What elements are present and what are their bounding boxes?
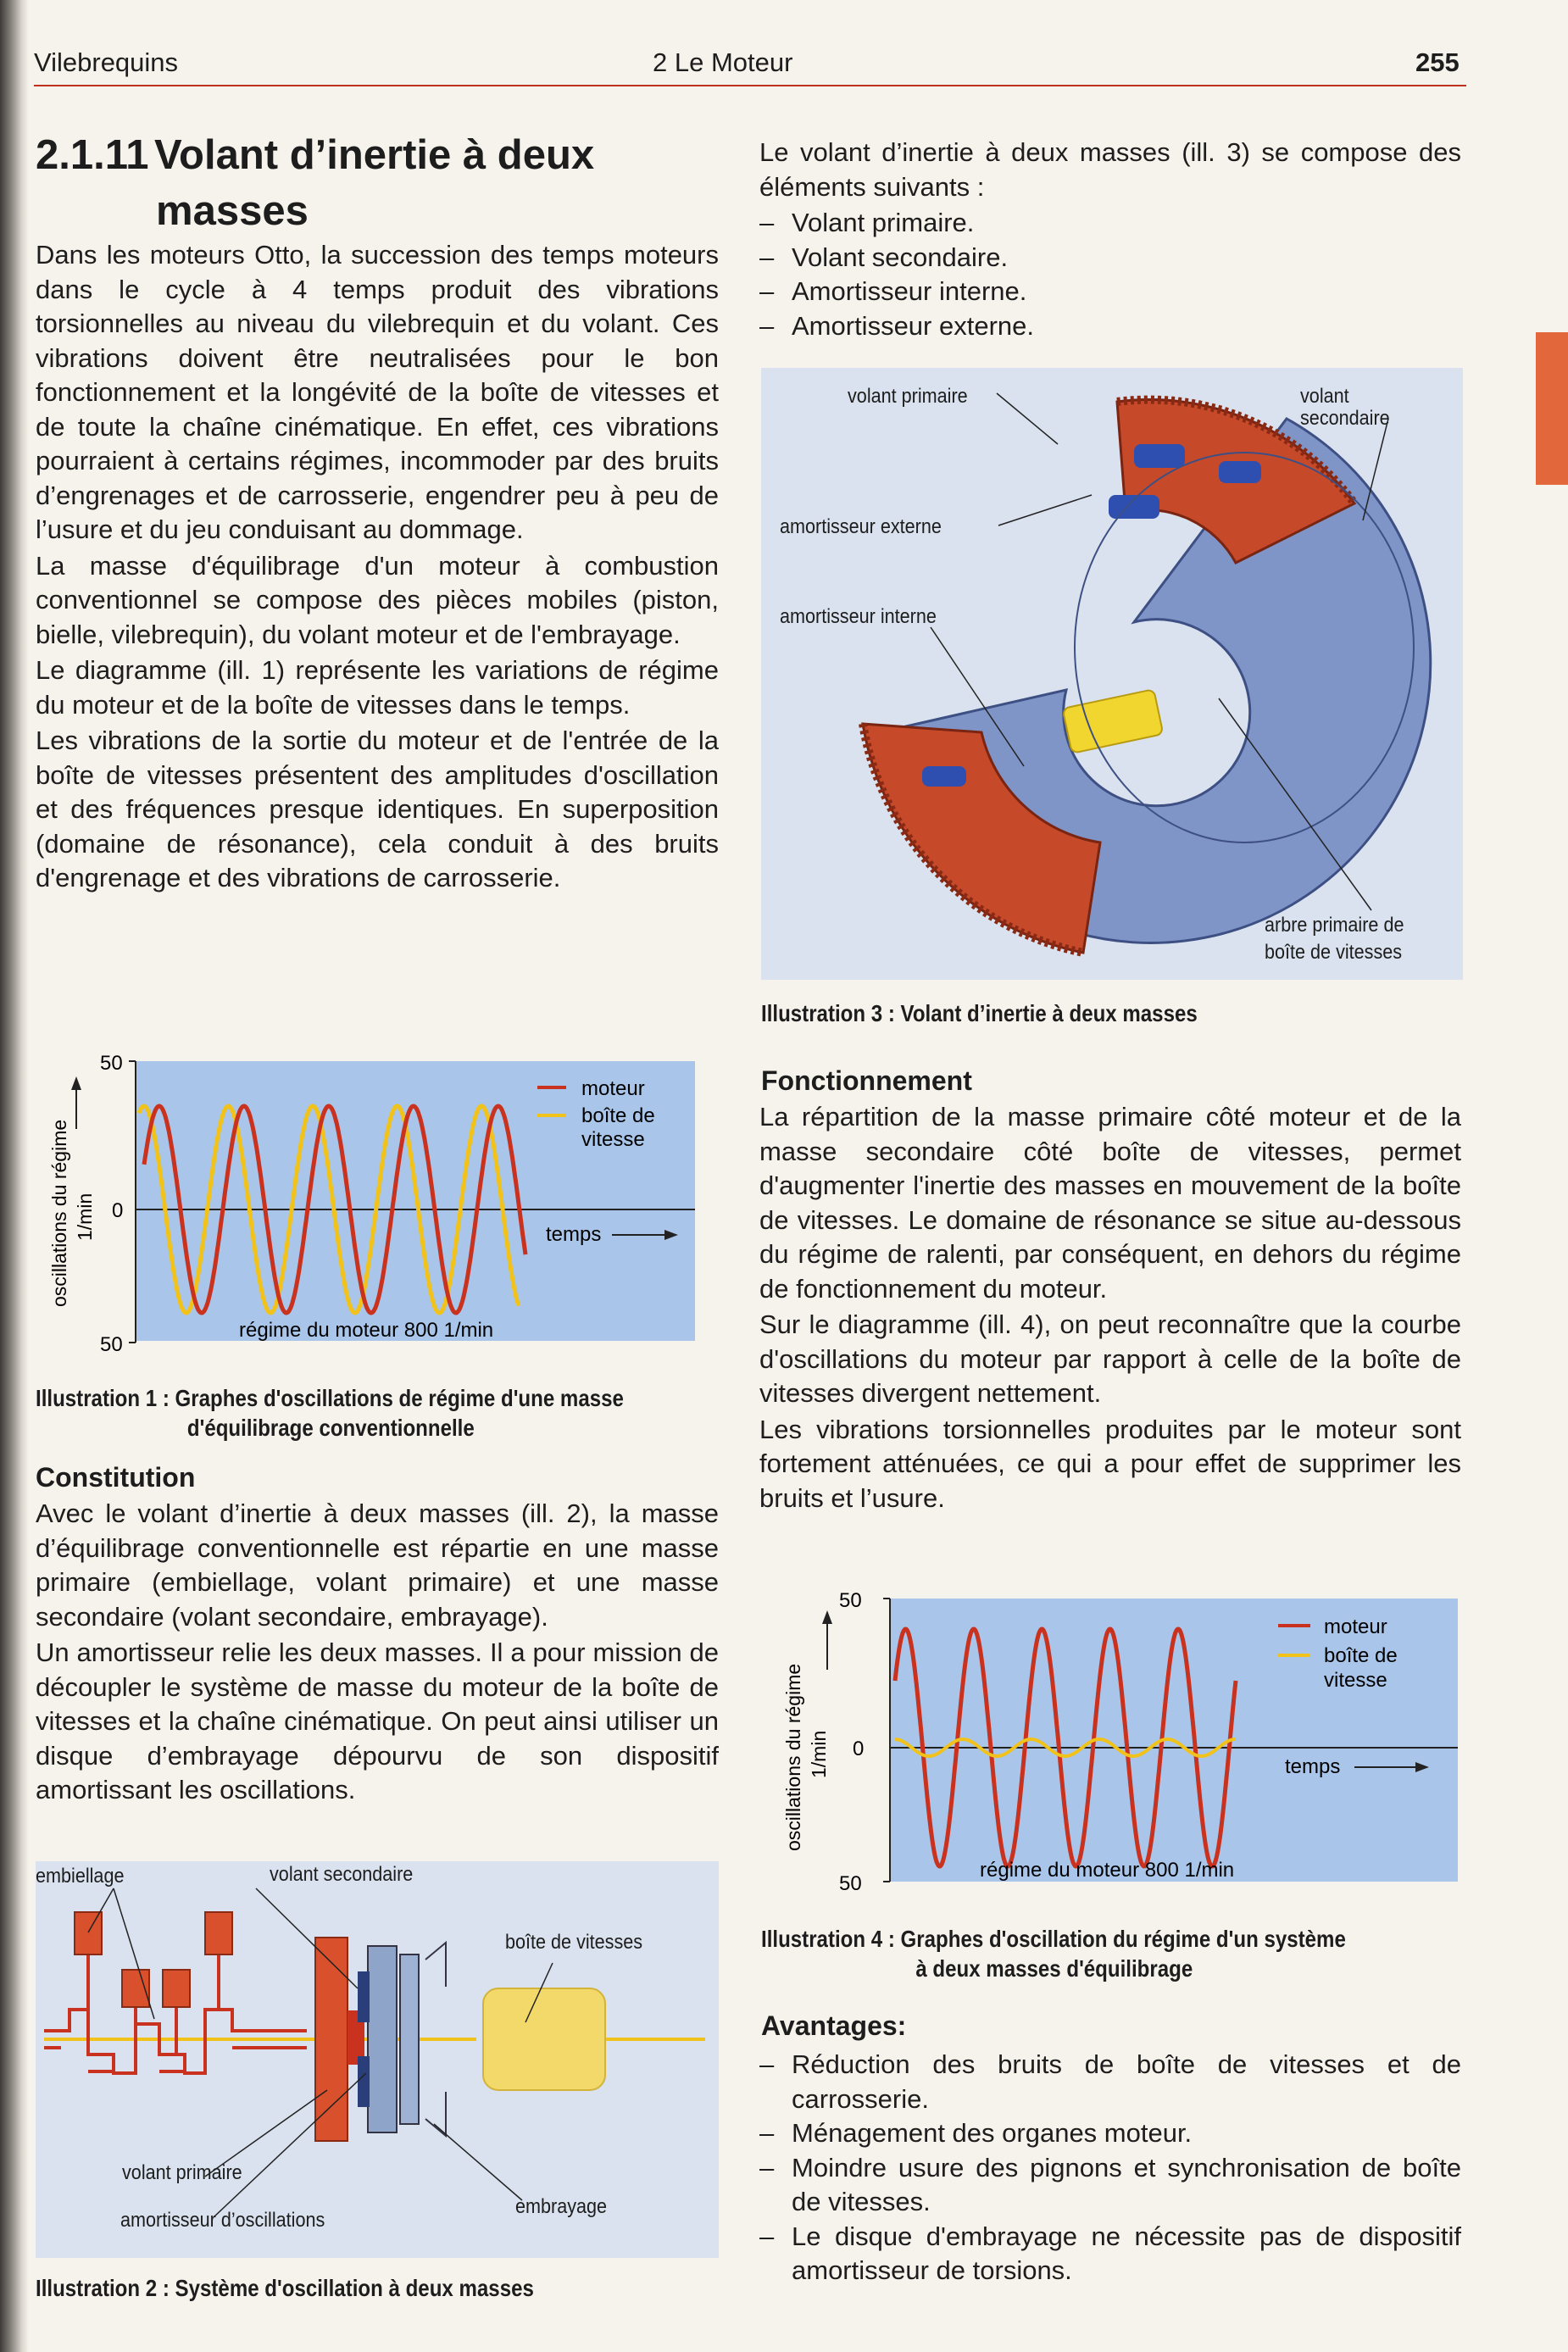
y-tick-50: 50: [100, 1052, 123, 1075]
y-axis-arrowhead: [822, 1610, 832, 1624]
list-item: – Volant primaire.: [759, 206, 1461, 241]
piston: [205, 1912, 232, 1954]
section-title-line1: Volant d’inertie à deux: [154, 132, 595, 178]
illustration-3: [761, 368, 1463, 980]
dual-mass-system-diagram: [36, 1861, 719, 2258]
section-title-line2: masses: [156, 188, 309, 234]
paragraph: Un amortisseur relie les deux masses. Il a pour mission de découpler le système de masse du moteur de la boîte de vitesses et la chaîne cinématique. On peut ainsi utiliser un disque d’embrayage dépourvu de son dispositif amortissant les oscillations.: [36, 1638, 719, 1804]
label-volant-primaire: volant primaire: [848, 385, 968, 408]
section-number: 2.1.11: [36, 132, 149, 178]
avantages-heading: Avantages:: [761, 2010, 907, 2041]
y-axis-unit: 1/min: [808, 1730, 830, 1778]
legend-gearbox-2: vitesse: [1324, 1669, 1387, 1692]
fonctionnement-heading: Fonctionnement: [761, 1065, 972, 1096]
y-axis-unit: 1/min: [74, 1193, 96, 1241]
caption-illustration-2: Illustration 2 : Système d'oscillation à deux masses: [36, 2275, 534, 2301]
y-tick-minus-50: 50: [839, 1872, 862, 1895]
illustration-2: [36, 1861, 719, 2258]
legend-gearbox-1: boîte de: [1324, 1644, 1398, 1667]
list-item: – Le disque d'embrayage ne nécessite pas de dispositif amortisseur de torsions.: [759, 2220, 1461, 2288]
label-amortisseur: amortisseur d’oscillations: [120, 2209, 325, 2232]
chart-oscillation-dual-mass: [761, 1582, 1463, 1895]
fonctionnement-text: [759, 1100, 1461, 1517]
advantages-list: [759, 2048, 1461, 2288]
caption-line: Illustration 1 : Graphes d'oscillations de régime d'une masse: [36, 1385, 624, 1411]
book-binding-shadow: [0, 0, 29, 2352]
label-embrayage: embrayage: [515, 2195, 608, 2218]
list-item: – Amortisseur externe.: [759, 309, 1461, 344]
legend-gearbox-1: boîte de: [581, 1104, 655, 1127]
damper-spring: [358, 2056, 370, 2107]
dual-mass-flywheel-cutaway: [761, 368, 1463, 980]
y-axis-title: oscillations du régime: [48, 1119, 70, 1307]
paragraph: La répartition de la masse primaire côté moteur et de la masse secondaire côté boîte de vitesses, permet d'augmenter l'inertie des masses en mouvement de la boîte de vitesses. Le domaine de résonance se situe au-dessous du régime de ralenti, par conséquent, en dehors du régime de fonctionnement du moteur.: [759, 1102, 1461, 1304]
legend-motor: moteur: [1324, 1615, 1387, 1638]
list-item: – Volant secondaire.: [759, 241, 1461, 275]
list-item: – Ménagement des organes moteur.: [759, 2116, 1461, 2151]
piston: [75, 1912, 102, 1954]
primary-flywheel: [315, 1938, 348, 2141]
section-heading: [36, 127, 594, 239]
y-axis-title: oscillations du régime: [782, 1663, 804, 1851]
page-number: 255: [1415, 47, 1460, 77]
caption-line: Illustration 4 : Graphes d'oscillation du régime d'un système: [761, 1926, 1346, 1952]
composition-text: [759, 136, 1461, 343]
label-embiellage: embiellage: [36, 1865, 125, 1888]
intro-text: [36, 238, 719, 898]
paragraph: Les vibrations de la sortie du moteur et de l'entrée de la boîte de vitesses présentent des amplitudes d'oscillation et des fréquences presque identiques. En superposition (domaine de résonance), cela conduit à des bruits d'engrenage et des vibrations de carrosserie.: [36, 726, 719, 892]
constitution-text: [36, 1497, 719, 1810]
paragraph: Sur le diagramme (ill. 4), on peut reconnaître que la courbe d'oscillations du moteur par rapport à celle de la boîte de vitesses divergent nettement.: [759, 1309, 1461, 1408]
constitution-heading: Constitution: [36, 1462, 196, 1493]
component-list: [759, 206, 1461, 343]
legend-gearbox-2: vitesse: [581, 1128, 645, 1151]
list-item: – Moindre usure des pignons et synchronisation de boîte de vitesses.: [759, 2151, 1461, 2220]
caption-illustration-4: [761, 1924, 1346, 1983]
time-label: temps: [546, 1223, 602, 1246]
label-volant-secondaire-2: secondaire: [1300, 407, 1390, 430]
gearbox-input-shaft: [1063, 689, 1164, 753]
legend-motor: moteur: [581, 1077, 645, 1100]
x-bottom-label: régime du moteur 800 1/min: [980, 1859, 1235, 1882]
x-bottom-label: régime du moteur 800 1/min: [239, 1319, 494, 1342]
piston: [163, 1970, 190, 2007]
clutch-plate: [400, 1954, 419, 2124]
label-arbre-primaire-2: boîte de vitesses: [1265, 941, 1403, 964]
caption-line: d'équilibrage conventionnelle: [186, 1415, 475, 1441]
label-boite-de-vitesses: boîte de vitesses: [505, 1931, 643, 1954]
list-item: – Réduction des bruits de boîte de vitesses et de carrosserie.: [759, 2048, 1461, 2116]
paragraph: Les vibrations torsionnelles produites par le moteur sont fortement atténuées, ce qui a pour effet de supprimer les bruits et l’usure.: [759, 1414, 1461, 1513]
paragraph: Le volant d’inertie à deux masses (ill. 3) se compose des éléments suivants :: [759, 137, 1461, 202]
caption-illustration-1: [36, 1383, 624, 1443]
illustration-1: [36, 1044, 702, 1358]
time-label: temps: [1285, 1755, 1341, 1778]
chapter-tab-marker: [1536, 332, 1568, 485]
running-header-left: Vilebrequins: [34, 47, 179, 77]
crankshaft: [44, 1946, 307, 2073]
label-amortisseur-interne: amortisseur interne: [780, 605, 937, 628]
label-arbre-primaire-1: arbre primaire de: [1265, 914, 1404, 937]
damper-spring: [358, 1971, 370, 2022]
caption-illustration-3: Illustration 3 : Volant d’inertie à deux masses: [761, 1000, 1198, 1026]
header-rule: [34, 85, 1466, 86]
label-amortisseur-externe: amortisseur externe: [780, 515, 942, 538]
paragraph: Dans les moteurs Otto, la succession des temps moteurs dans le cycle à 4 temps produit des vibrations torsionnelles au niveau du vilebrequin et du volant. Ces vibrations doivent être neutralisées pour le bon fonctionnement et la longévité de la boîte de vitesses et de toute la chaîne cinématique. En effet, ces vibrations pourraient à certains régimes, incommoder par des bruits d’engrenages et de carrosserie, engendrer peu à peu de l’usure et du jeu conduisant au dommage.: [36, 240, 719, 544]
y-tick-minus-50: 50: [100, 1333, 123, 1356]
label-volant-secondaire-1: volant: [1300, 385, 1349, 408]
running-header-chapter: 2 Le Moteur: [653, 47, 793, 77]
y-tick-50: 50: [839, 1589, 862, 1612]
gearbox-box: [483, 1988, 605, 2090]
paragraph: La masse d'équilibrage d'un moteur à combustion conventionnel se compose des pièces mobiles (piston, bielle, vilebrequin), du volant moteur et de l'embrayage.: [36, 550, 719, 649]
chart-oscillation-conventional: [36, 1044, 702, 1358]
list-item: – Amortisseur interne.: [759, 275, 1461, 309]
secondary-flywheel: [368, 1946, 397, 2132]
caption-line: à deux masses d'équilibrage: [915, 1955, 1193, 1982]
avantages-text: [759, 2048, 1461, 2288]
label-volant-primaire: volant primaire: [122, 2161, 242, 2184]
paragraph: Le diagramme (ill. 1) représente les variations de régime du moteur et de la boîte de vitesses dans le temps.: [36, 655, 719, 720]
y-tick-0: 0: [112, 1199, 124, 1222]
illustration-4: [761, 1582, 1463, 1895]
y-axis-arrowhead: [71, 1076, 81, 1090]
y-tick-0: 0: [853, 1738, 865, 1760]
paragraph: Avec le volant d’inertie à deux masses (ill. 2), la masse d’équilibrage conventionnelle est répartie en une masse primaire (embiellage, volant primaire) et une masse secondaire (volant secondaire, embrayage).: [36, 1498, 719, 1632]
label-volant-secondaire: volant secondaire: [270, 1863, 414, 1886]
